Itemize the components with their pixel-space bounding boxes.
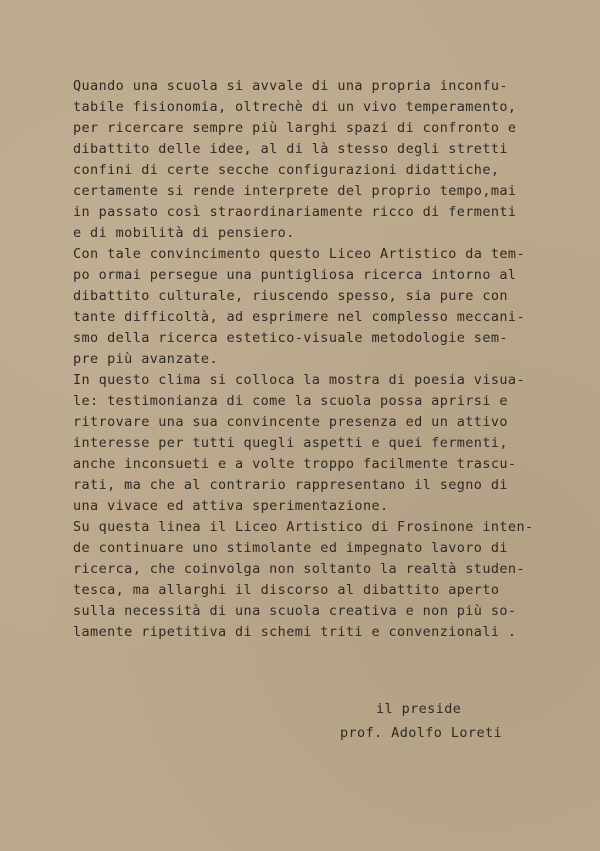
signature-title: il preside (376, 701, 462, 717)
text-line: tante difficoltà, ad esprimere nel complesso meccani- (73, 309, 525, 325)
text-line: lamente ripetitiva di schemi triti e convenzionali . (73, 624, 517, 640)
text-line: Su questa linea il Liceo Artistico di Frosinone inten- (73, 519, 534, 535)
text-line: in passato così straordinariamente ricco di fermenti (73, 204, 517, 220)
text-line: rati, ma che al contrario rappresentano il segno di (73, 477, 508, 493)
text-line: Con tale convincimento questo Liceo Artistico da tem- (73, 246, 525, 262)
text-line: interesse per tutti quegli aspetti e quei fermenti, (73, 435, 508, 451)
text-line: ricerca, che coinvolga non soltanto la realtà studen- (73, 561, 525, 577)
text-line: una vivace ed attiva sperimentazione. (73, 498, 389, 514)
text-line: sulla necessità di una scuola creativa e non più so- (73, 603, 517, 619)
text-line: Quando una scuola si avvale di una propria inconfu- (73, 78, 508, 94)
text-line: ritrovare una sua convincente presenza ed un attivo (73, 414, 508, 430)
text-line: de continuare uno stimolante ed impegnato lavoro di (73, 540, 508, 556)
text-line: certamente si rende interprete del proprio tempo,mai (73, 183, 517, 199)
text-line: tabile fisionomia, oltrechè di un vivo temperamento, (73, 99, 517, 115)
text-line: anche inconsueti e a volte troppo facilmente trascu- (73, 456, 517, 472)
text-line: dibattito culturale, riuscendo spesso, sia pure con (73, 288, 508, 304)
signature-block (340, 697, 502, 745)
text-line: tesca, ma allarghi il discorso al dibattito aperto (73, 582, 500, 598)
text-line: pre più avanzate. (73, 351, 218, 367)
text-line: In questo clima si colloca la mostra di poesia visua- (73, 372, 525, 388)
body-text (73, 76, 543, 643)
signature-name: prof. Adolfo Loreti (340, 725, 503, 741)
text-line: le: testimonianza di come la scuola possa aprirsi e (73, 393, 508, 409)
text-line: po ormai persegue una puntigliosa ricerca intorno al (73, 267, 517, 283)
text-line: e di mobilità di pensiero. (73, 225, 295, 241)
text-line: per ricercare sempre più larghi spazi di confronto e (73, 120, 517, 136)
text-line: dibattito delle idee, al di là stesso degli stretti (73, 141, 508, 157)
text-line: confini di certe secche configurazioni didattiche, (73, 162, 500, 178)
text-line: smo della ricerca estetico-visuale metodologie sem- (73, 330, 508, 346)
